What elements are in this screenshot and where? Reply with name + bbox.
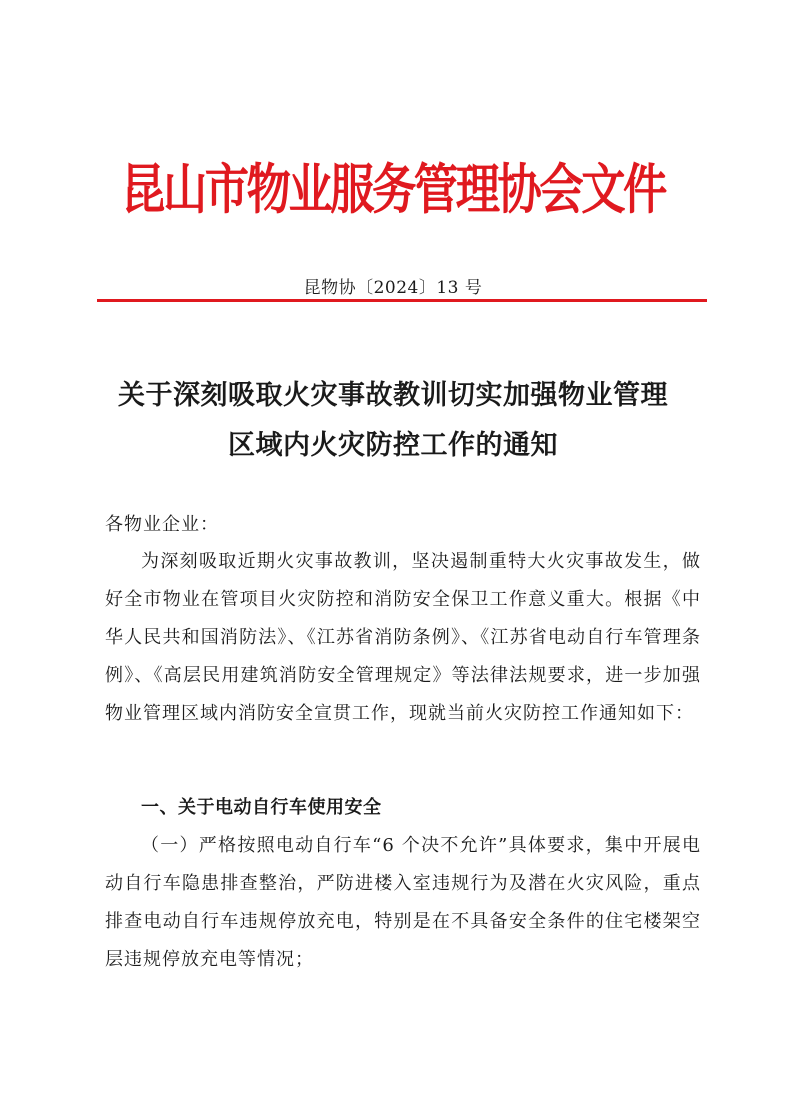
notice-title-line-1: 关于深刻吸取火灾事故教训切实加强物业管理: [118, 380, 668, 411]
document-number: 昆物协〔2024〕13 号: [303, 278, 483, 298]
section-heading-1: 一、关于电动自行车使用安全: [141, 797, 382, 818]
section-1-paragraph-1: （一）严格按照电动自行车“6 个决不允许”具体要求，集中开展电动自行车隐患排查整治，严防进楼入室违规行为及潜在火灾风险，重点排查电动自行车违规停放充电，特别是在不具备安全条件的住宅楼架空层违规停放充电等情况；: [105, 835, 701, 970]
masthead-title: 昆山市物业服务管理协会文件: [121, 158, 665, 221]
salutation: 各物业企业：: [105, 514, 219, 535]
intro-paragraph: 为深刻吸取近期火灾事故教训，坚决遏制重特大火灾事故发生，做好全市物业在管项目火灾防控和消防安全保卫工作意义重大。根据《中华人民共和国消防法》、《江苏省消防条例》、《江苏省电动自行车管理条例》、《高层民用建筑消防安全管理规定》等法律法规要求，进一步加强物业管理区域内消防安全宣贯工作，现就当前火灾防控工作通知如下：: [105, 551, 701, 724]
notice-title-line-2: 区域内火灾防控工作的通知: [228, 430, 558, 461]
red-divider-line: [97, 299, 707, 302]
